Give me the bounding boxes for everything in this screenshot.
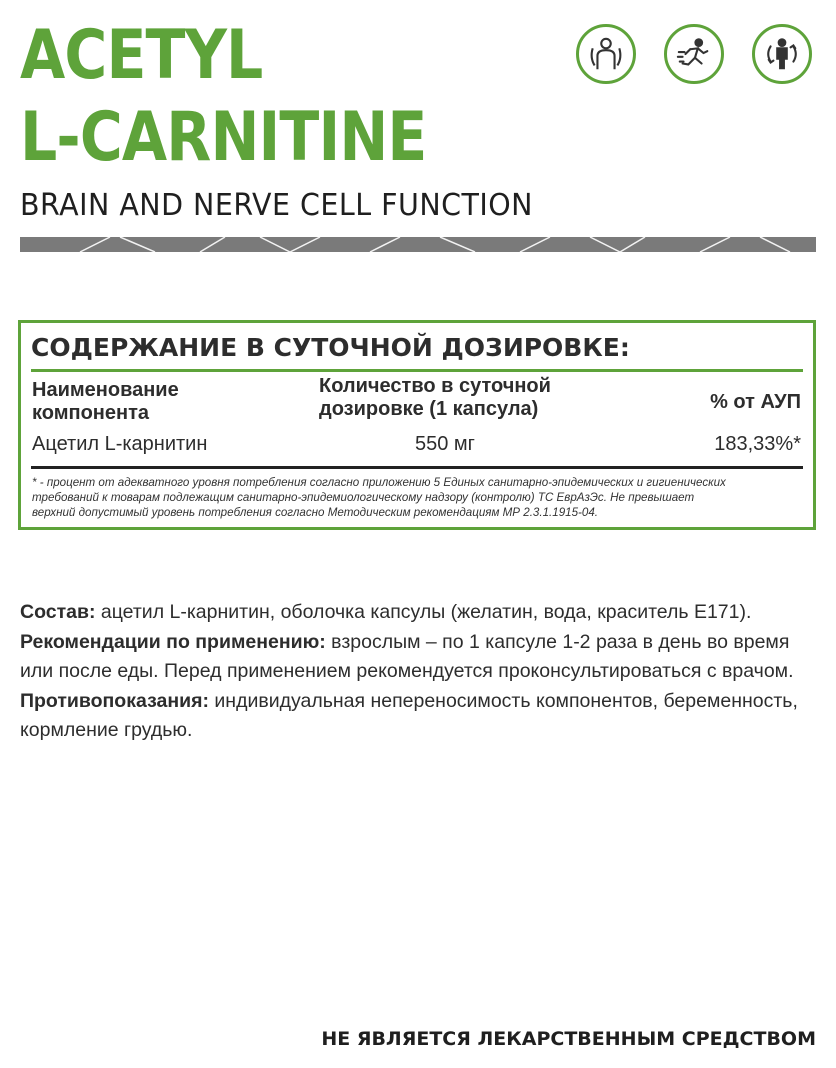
contraindications-paragraph xyxy=(20,687,816,746)
composition-text: ацетил L-карнитин, оболочка капсулы (желатин, вода, краситель Е171). xyxy=(95,601,752,623)
footnote-line1: * - процент от адекватного уровня потребления согласно приложению 5 Единых санитарно-эпидемических и гигиенических xyxy=(32,476,726,489)
product-title-line1: ACETYL xyxy=(20,16,263,95)
row-component-name: Ацетил L-карнитин xyxy=(32,433,208,455)
immune-person-icon xyxy=(576,24,636,84)
decorative-stripe xyxy=(20,237,816,252)
row-component-amount: 550 мг xyxy=(415,433,475,455)
footnote-line2: требований к товарам подлежащим санитарно-эпидемиологическому надзору (контролю) ТС ЕврАзЭс. Не превышает xyxy=(32,491,695,504)
usage-text: взрослым – по 1 капсуле 1-2 раза в день во время или после еды. Перед применением рекомендуется проконсультироваться с врачом. xyxy=(20,630,794,682)
composition-label: Состав: xyxy=(20,601,96,623)
contraindications-label: Противопоказания: xyxy=(20,689,209,712)
row-component-percent: 183,33%* xyxy=(714,433,801,455)
composition-paragraph xyxy=(20,598,816,628)
column-header-amount xyxy=(319,375,551,421)
benefit-icons xyxy=(576,24,816,90)
product-info-text xyxy=(20,598,816,746)
column-header-name-line1: Наименование xyxy=(32,379,179,401)
column-header-name xyxy=(32,379,179,425)
column-header-amount-line1: Количество в суточной xyxy=(319,375,551,397)
not-medicine-disclaimer: НЕ ЯВЛЯЕТСЯ ЛЕКАРСТВЕННЫМ СРЕДСТВОМ xyxy=(321,1028,816,1050)
table-divider-black xyxy=(31,466,803,469)
product-subtitle: BRAIN AND NERVE CELL FUNCTION xyxy=(20,188,533,223)
column-header-percent: % от АУП xyxy=(710,391,801,413)
body-energy-icon xyxy=(752,24,812,84)
usage-label: Рекомендации по применению: xyxy=(20,630,326,653)
dosage-table-title: СОДЕРЖАНИЕ В СУТОЧНОЙ ДОЗИРОВКЕ: xyxy=(31,333,630,362)
column-header-amount-line2: дозировке (1 капсула) xyxy=(319,398,539,420)
column-header-name-line2: компонента xyxy=(32,402,149,424)
dosage-footnote xyxy=(32,475,808,520)
usage-paragraph xyxy=(20,628,816,687)
runner-icon xyxy=(664,24,724,84)
product-title-line2: L-CARNITINE xyxy=(20,98,427,177)
table-divider-green xyxy=(31,369,803,372)
footnote-line3: верхний допустимый уровень потребления согласно Методическим рекомендациям МР 2.3.1.1915-04. xyxy=(32,506,599,519)
dosage-table xyxy=(18,320,816,530)
contraindications-text: индивидуальная непереносимость компонентов, беременность, кормление грудью. xyxy=(20,689,798,741)
